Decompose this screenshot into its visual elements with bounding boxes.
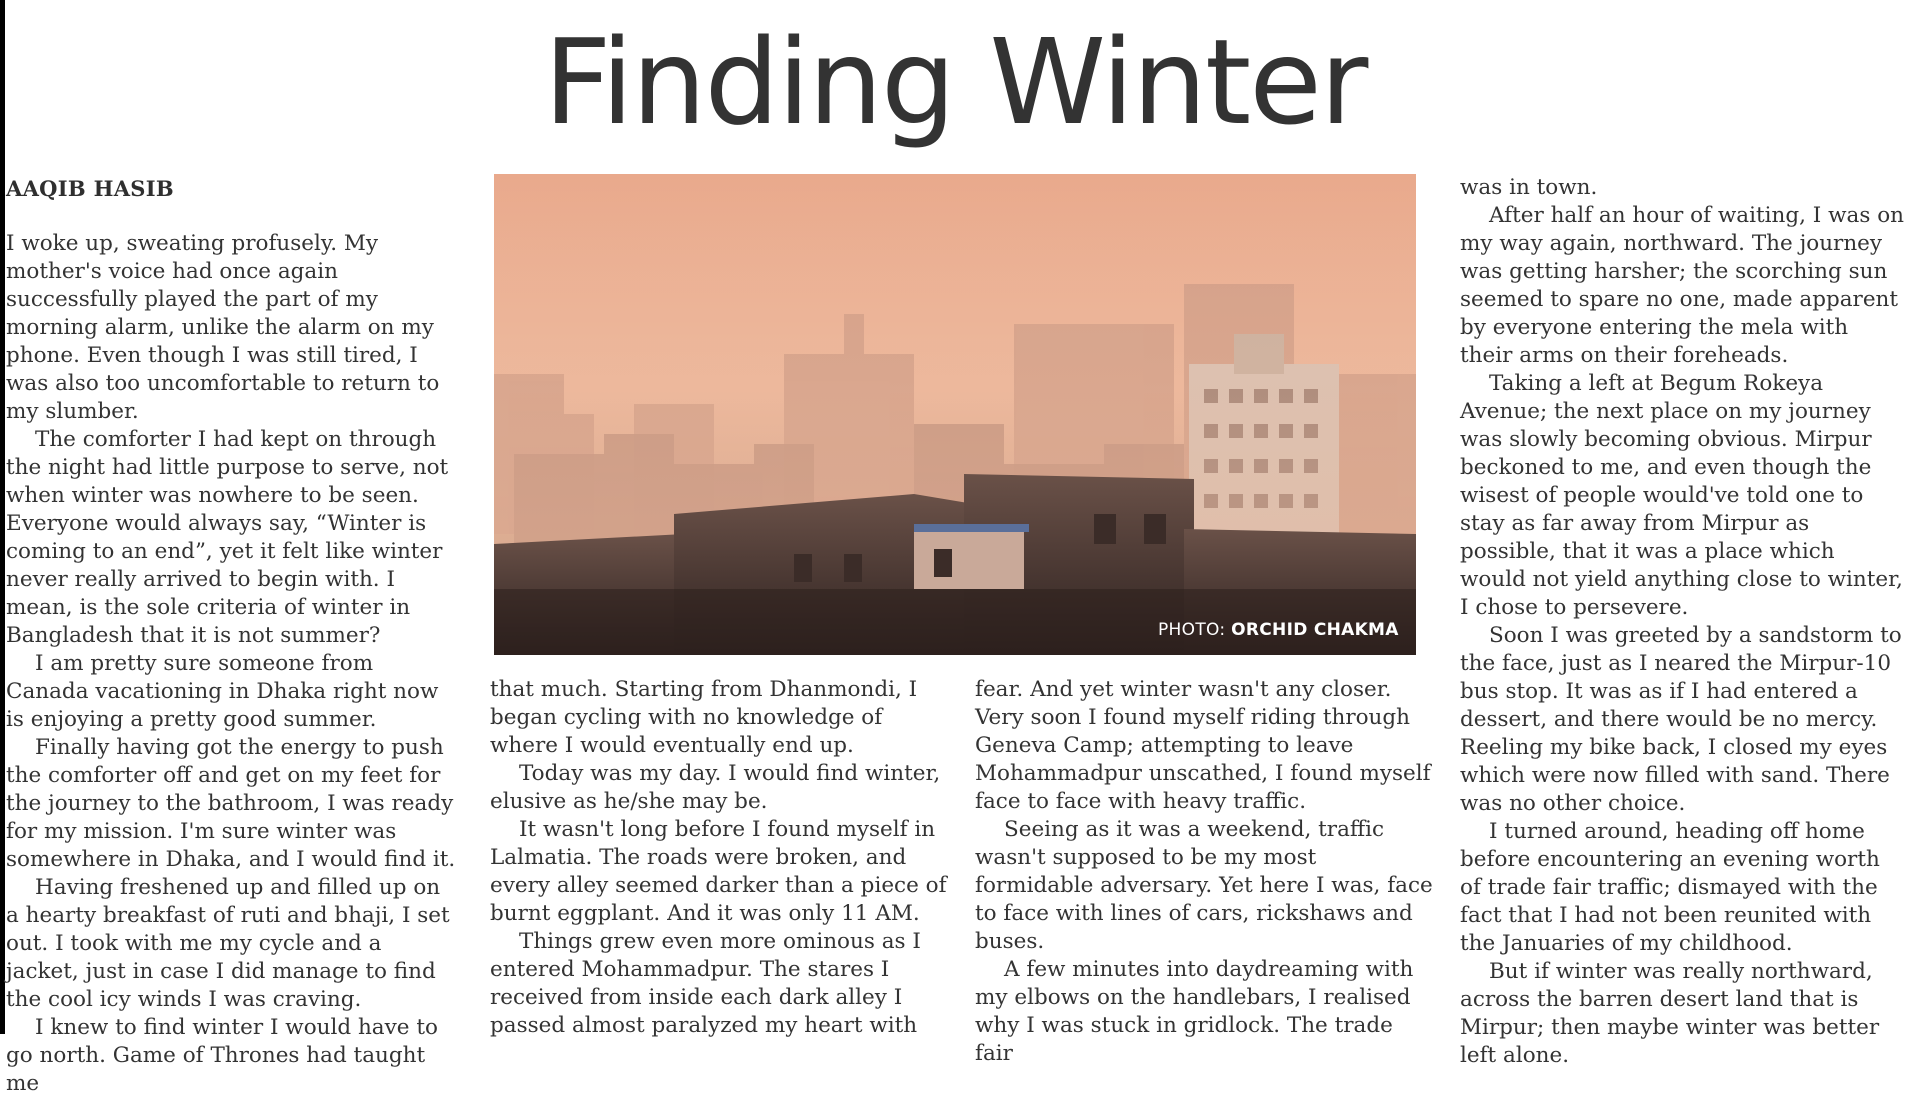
paragraph: I turned around, heading off home before encountering an evening worth of trade fair traffic; dismayed with the fact that I had not been reunited with the Januaries of my childhood. (1460, 819, 1880, 956)
paragraph: Finally having got the energy to push the comforter off and get on my feet for the journey to the bathroom, I was ready for my mission. I'm sure winter was somewhere in Dhaka, and I would find it. (6, 735, 456, 872)
text-column-1 (6, 230, 456, 1098)
paragraph: The comforter I had kept on through the night had little purpose to serve, not when winter was nowhere to be seen. Everyone would always say, “Winter is coming to an end”, yet it felt like winter never really arrived to begin with. I mean, is the sole criteria of winter in Bangladesh that it is not summer? (6, 427, 449, 648)
photo-credit-prefix: PHOTO: (1158, 620, 1232, 640)
paragraph: After half an hour of waiting, I was on my way again, northward. The journey was getting harsher; the scorching sun seemed to spare no one, made apparent by everyone entering the mela with their arms on their foreheads. (1460, 203, 1904, 368)
photo-credit (1158, 620, 1399, 640)
paragraph: I am pretty sure someone from Canada vacationing in Dhaka right now is enjoying a pretty good summer. (6, 651, 439, 732)
paragraph: Seeing as it was a weekend, traffic wasn't supposed to be my most formidable adversary. Yet here I was, face to face with lines of cars, rickshaws and buses. (975, 817, 1433, 954)
article-photo (494, 174, 1416, 655)
text-column-2 (490, 676, 950, 1040)
paragraph: I woke up, sweating profusely. My mother's voice had once again successfully played the part of my morning alarm, unlike the alarm on my phone. Even though I was still tired, I was also too uncomfortable to return to my slumber. (6, 231, 440, 424)
article-byline: AAQIB HASIB (6, 176, 174, 201)
text-column-3 (975, 676, 1435, 1068)
paragraph: A few minutes into daydreaming with my elbows on the handlebars, I realised why I was stuck in gridlock. The trade fair (975, 957, 1414, 1066)
paragraph: Things grew even more ominous as I entered Mohammadpur. The stares I received from inside each dark alley I passed almost paralyzed my heart with (490, 929, 921, 1038)
paragraph: It wasn't long before I found myself in Lalmatia. The roads were broken, and every alley seemed darker than a piece of burnt eggplant. And it was only 11 AM. (490, 817, 947, 926)
paragraph: I knew to find winter I would have to go north. Game of Thrones had taught me (6, 1015, 438, 1096)
paragraph: Taking a left at Begum Rokeya Avenue; the next place on my journey was slowly becoming obvious. Mirpur beckoned to me, and even though the wisest of people would've told one to stay as far away from Mirpur as possible, that it was a place which would not yield anything close to winter, I chose to persevere. (1460, 371, 1903, 620)
paragraph: But if winter was really northward, across the barren desert land that is Mirpur; then maybe winter was better left alone. (1460, 959, 1880, 1068)
paragraph: was in town. (1460, 175, 1598, 200)
paragraph: Soon I was greeted by a sandstorm to the face, just as I neared the Mirpur-10 bus stop. It was as if I had entered a dessert, and there would be no mercy. Reeling my bike back, I closed my eyes which were now filled with sand. There was no other choice. (1460, 623, 1902, 816)
city-skyline-image (494, 174, 1416, 655)
paragraph: Having freshened up and filled up on a hearty breakfast of ruti and bhaji, I set out. I took with me my cycle and a jacket, just in case I did manage to find the cool icy winds I was craving. (6, 875, 450, 1012)
text-column-4 (1460, 174, 1905, 1070)
page-edge-rule (0, 0, 5, 1034)
article-headline: Finding Winter (543, 13, 1367, 151)
paragraph: Today was my day. I would find winter, elusive as he/she may be. (490, 761, 941, 814)
paragraph: fear. And yet winter wasn't any closer. Very soon I found myself riding through Geneva Camp; attempting to leave Mohammadpur unscathed, I found myself face to face with heavy traffic. (975, 677, 1431, 814)
paragraph: that much. Starting from Dhanmondi, I began cycling with no knowledge of where I would eventually end up. (490, 677, 918, 758)
photo-credit-name: ORCHID CHAKMA (1231, 620, 1399, 640)
